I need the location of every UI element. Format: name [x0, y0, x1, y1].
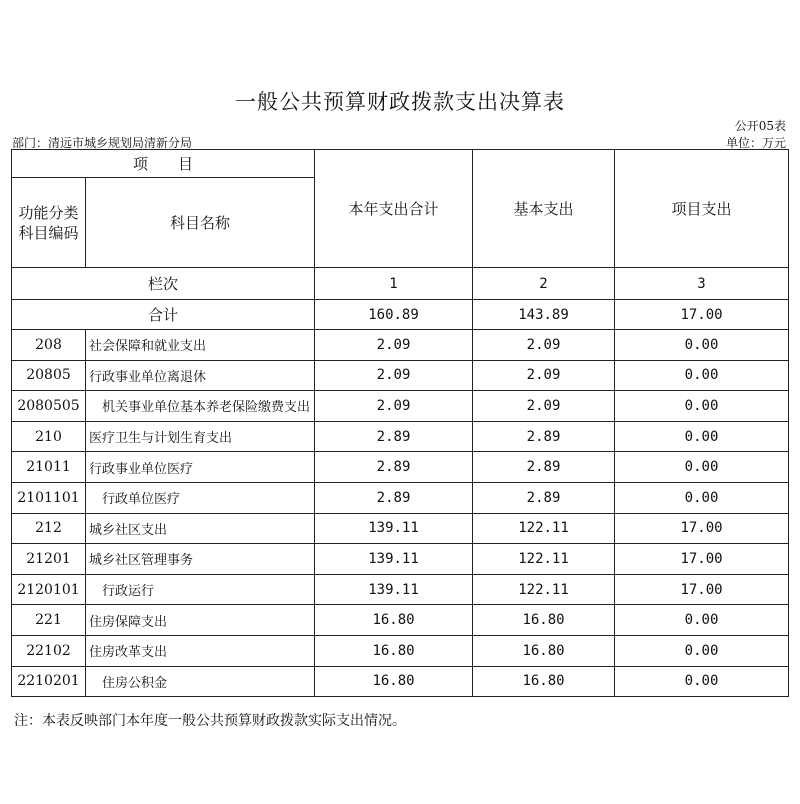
row-total: 2.09	[315, 330, 473, 361]
row-name: 住房公积金	[86, 666, 315, 697]
unit-label: 单位：万元	[725, 136, 786, 150]
row-project: 0.00	[615, 452, 789, 483]
row-name: 住房改革支出	[86, 635, 315, 666]
row-index-label: 栏次	[12, 268, 315, 300]
table-row	[12, 360, 789, 391]
row-project: 0.00	[615, 666, 789, 697]
row-basic: 16.80	[473, 635, 615, 666]
row-name: 行政事业单位离退休	[86, 360, 315, 391]
row-project: 17.00	[615, 574, 789, 605]
row-code: 21201	[12, 544, 86, 575]
table-row	[12, 635, 789, 666]
table-row	[12, 391, 789, 422]
row-project: 0.00	[615, 605, 789, 636]
row-code: 2080505	[12, 391, 86, 422]
total-row-project: 17.00	[615, 300, 789, 330]
row-total: 16.80	[315, 605, 473, 636]
row-name: 机关事业单位基本养老保险缴费支出	[86, 391, 315, 422]
department-label: 部门：清远市城乡规划局清新分局	[12, 136, 193, 150]
project-column-header: 项目支出	[615, 150, 789, 268]
row-code: 208	[12, 330, 86, 361]
table-row	[12, 666, 789, 697]
table-row	[12, 513, 789, 544]
row-code: 22102	[12, 635, 86, 666]
row-name: 住房保障支出	[86, 605, 315, 636]
total-row-basic: 143.89	[473, 300, 615, 330]
table-row	[12, 330, 789, 361]
row-name: 行政运行	[86, 574, 315, 605]
report-title: 一般公共预算财政拨款支出决算表	[235, 90, 565, 114]
table-row	[12, 574, 789, 605]
item-header: 项 目	[12, 150, 315, 178]
row-name: 行政单位医疗	[86, 482, 315, 513]
row-project: 0.00	[615, 635, 789, 666]
row-code: 20805	[12, 360, 86, 391]
row-name: 社会保障和就业支出	[86, 330, 315, 361]
row-basic: 2.09	[473, 360, 615, 391]
row-total: 2.89	[315, 452, 473, 483]
row-code: 221	[12, 605, 86, 636]
col-index-3: 3	[615, 268, 789, 300]
table-row	[12, 421, 789, 452]
table-row	[12, 544, 789, 575]
col-index-2: 2	[473, 268, 615, 300]
row-code: 210	[12, 421, 86, 452]
row-basic: 2.89	[473, 452, 615, 483]
row-project: 0.00	[615, 482, 789, 513]
row-total: 139.11	[315, 574, 473, 605]
row-basic: 16.80	[473, 666, 615, 697]
row-code: 2210201	[12, 666, 86, 697]
row-project: 17.00	[615, 544, 789, 575]
row-project: 17.00	[615, 513, 789, 544]
row-basic: 2.89	[473, 421, 615, 452]
code-column-header: 功能分类 科目编码	[12, 178, 86, 268]
row-basic: 2.89	[473, 482, 615, 513]
row-basic: 122.11	[473, 574, 615, 605]
table-row	[12, 605, 789, 636]
row-name: 行政事业单位医疗	[86, 452, 315, 483]
row-basic: 2.09	[473, 330, 615, 361]
total-column-header: 本年支出合计	[315, 150, 473, 268]
row-code: 21011	[12, 452, 86, 483]
form-code: 公开05表	[734, 119, 786, 133]
row-total: 16.80	[315, 635, 473, 666]
row-total: 139.11	[315, 513, 473, 544]
row-code: 2120101	[12, 574, 86, 605]
row-project: 0.00	[615, 360, 789, 391]
row-code: 212	[12, 513, 86, 544]
row-project: 0.00	[615, 391, 789, 422]
row-name: 城乡社区支出	[86, 513, 315, 544]
name-column-header: 科目名称	[86, 178, 315, 268]
row-basic: 2.09	[473, 391, 615, 422]
table-row	[12, 482, 789, 513]
table-row	[12, 452, 789, 483]
row-total: 2.89	[315, 482, 473, 513]
row-project: 0.00	[615, 421, 789, 452]
total-row-label: 合计	[12, 300, 315, 330]
expenditure-table	[11, 149, 789, 697]
row-total: 16.80	[315, 666, 473, 697]
row-basic: 122.11	[473, 513, 615, 544]
row-total: 139.11	[315, 544, 473, 575]
row-total: 2.89	[315, 421, 473, 452]
row-code: 2101101	[12, 482, 86, 513]
basic-column-header: 基本支出	[473, 150, 615, 268]
row-basic: 122.11	[473, 544, 615, 575]
col-index-1: 1	[315, 268, 473, 300]
row-total: 2.09	[315, 391, 473, 422]
row-project: 0.00	[615, 330, 789, 361]
total-row-total: 160.89	[315, 300, 473, 330]
row-name: 城乡社区管理事务	[86, 544, 315, 575]
row-basic: 16.80	[473, 605, 615, 636]
row-total: 2.09	[315, 360, 473, 391]
footnote: 注：本表反映部门本年度一般公共预算财政拨款实际支出情况。	[14, 713, 406, 729]
row-name: 医疗卫生与计划生育支出	[86, 421, 315, 452]
